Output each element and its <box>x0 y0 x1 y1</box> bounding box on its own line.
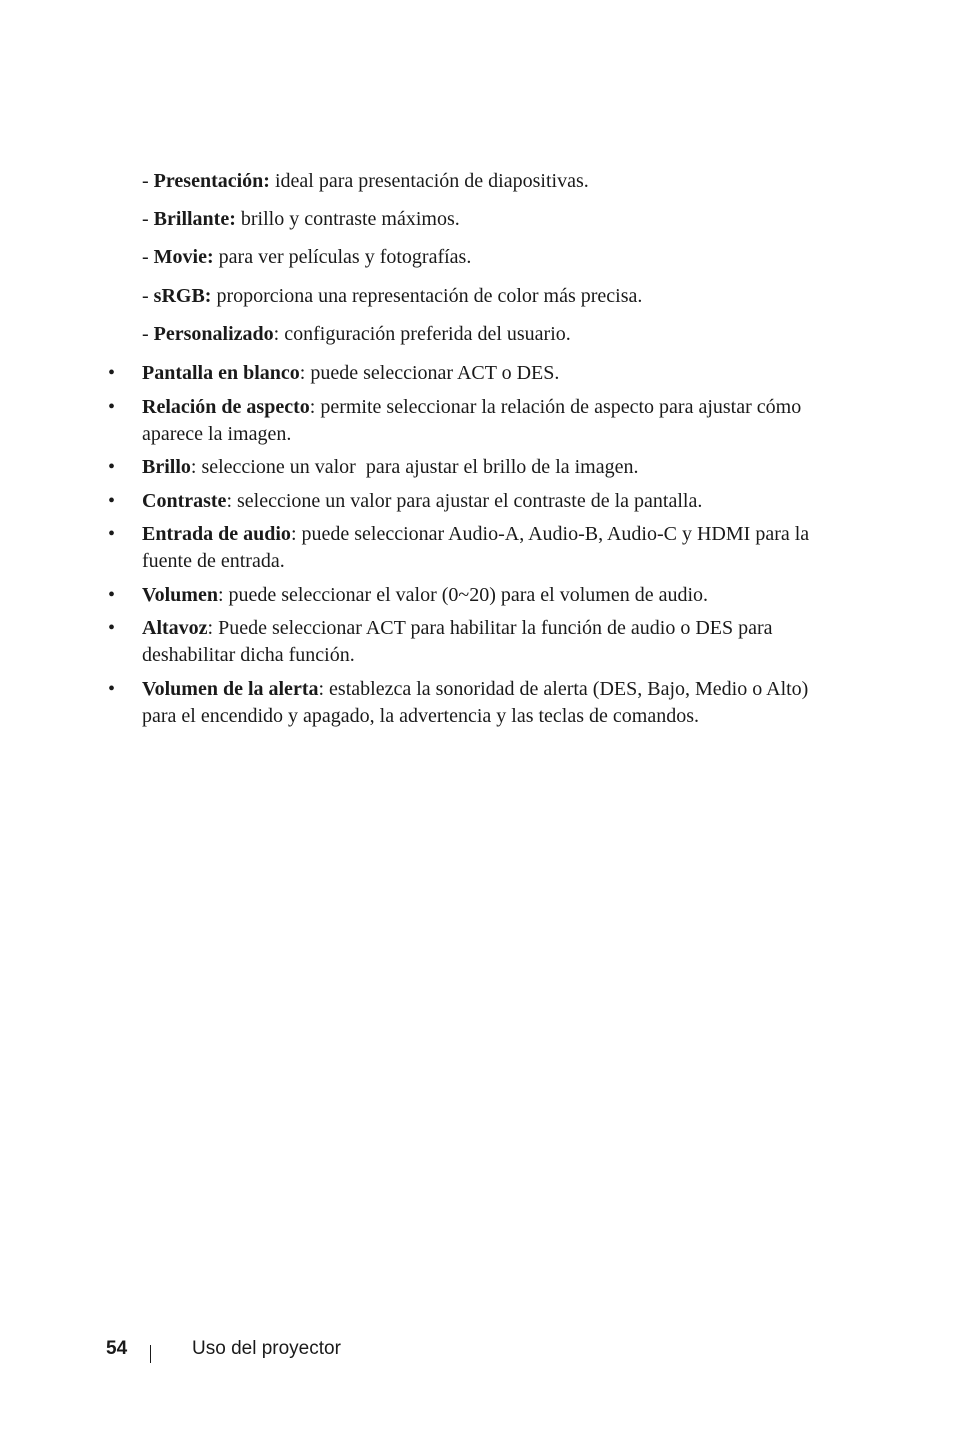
bullet-icon: • <box>108 362 116 384</box>
page-footer <box>0 1336 954 1368</box>
setting-description: : puede seleccionar ACT o DES. <box>299 362 560 384</box>
setting-description: : establezca la sonoridad de alerta (DES, Bajo, Medio o Alto) para el encendido y apagado, la advertencia y las teclas de comandos. <box>142 678 809 727</box>
setting-term: Relación de aspecto <box>142 396 310 418</box>
item-term: Movie: <box>153 246 214 268</box>
item-description: brillo y contraste máximos. <box>235 208 460 230</box>
setting-brillo <box>108 454 828 481</box>
item-description: : configuración preferida del usuario. <box>273 323 571 345</box>
bullet-text <box>142 582 828 609</box>
setting-description: : seleccione un valor para ajustar el contraste de la pantalla. <box>226 490 703 512</box>
bullet-icon: • <box>108 523 116 545</box>
setting-volumen-de-la-alerta <box>108 676 828 730</box>
item-prefix: - <box>142 323 154 345</box>
bullet-icon: • <box>108 617 116 639</box>
setting-description: : puede seleccionar el valor (0~20) para el volumen de audio. <box>217 584 709 606</box>
page-number: 54 <box>106 1338 128 1359</box>
setting-term: Altavoz <box>142 617 208 639</box>
setting-term: Brillo <box>142 456 191 478</box>
setting-description: : seleccione un valor para ajustar el brillo de la imagen. <box>190 456 639 478</box>
setting-volumen <box>108 582 828 609</box>
mode-item-srgb <box>142 283 642 309</box>
setting-term: Entrada de audio <box>142 523 291 545</box>
mode-item-presentacion <box>142 168 589 194</box>
bullet-text <box>142 454 828 481</box>
mode-item-movie <box>142 244 471 270</box>
setting-altavoz <box>108 615 828 669</box>
mode-item-brillante <box>142 206 460 232</box>
setting-description: : permite seleccionar la relación de aspecto para ajustar cómo aparece la imagen. <box>142 396 802 445</box>
item-prefix: - <box>142 170 154 192</box>
item-term: sRGB: <box>153 285 212 307</box>
setting-relacion-de-aspecto <box>108 394 828 448</box>
item-prefix: - <box>142 246 154 268</box>
bullet-icon: • <box>108 678 116 700</box>
bullet-text <box>142 676 828 730</box>
item-term: Presentación: <box>153 170 270 192</box>
item-prefix: - <box>142 285 154 307</box>
setting-entrada-de-audio <box>108 521 828 575</box>
setting-pantalla-en-blanco <box>108 360 828 387</box>
setting-description: : puede seleccionar Audio-A, Audio-B, Audio-C y HDMI para la fuente de entrada. <box>142 523 810 572</box>
item-term: Personalizado <box>153 323 274 345</box>
item-prefix: - <box>142 208 154 230</box>
setting-contraste <box>108 488 828 515</box>
bullet-icon: • <box>108 584 116 606</box>
footer-separator <box>150 1345 151 1363</box>
bullet-icon: • <box>108 490 116 512</box>
setting-term: Volumen de la alerta <box>142 678 319 700</box>
bullet-text <box>142 394 828 448</box>
setting-term: Volumen <box>142 584 218 606</box>
bullet-text <box>142 615 828 669</box>
item-description: para ver películas y fotografías. <box>213 246 472 268</box>
setting-term: Pantalla en blanco <box>142 362 300 384</box>
bullet-text <box>142 521 828 575</box>
footer-section-title: Uso del proyector <box>192 1338 341 1359</box>
bullet-text <box>142 360 828 387</box>
item-description: ideal para presentación de diapositivas. <box>269 170 589 192</box>
item-term: Brillante: <box>153 208 236 230</box>
item-description: proporciona una representación de color más precisa. <box>211 285 643 307</box>
setting-term: Contraste <box>142 490 227 512</box>
bullet-icon: • <box>108 396 116 418</box>
bullet-icon: • <box>108 456 116 478</box>
bullet-text <box>142 488 828 515</box>
mode-item-personalizado <box>142 321 571 347</box>
setting-description: : Puede seleccionar ACT para habilitar la función de audio o DES para deshabilitar dicha función. <box>142 617 773 666</box>
